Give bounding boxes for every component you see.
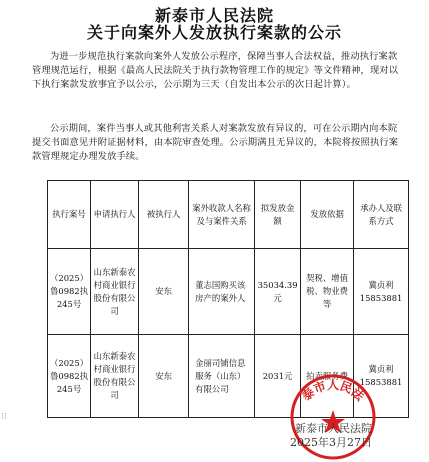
cell-payee: 董志国购买该房产的案外人 xyxy=(189,249,255,335)
table-row xyxy=(48,249,409,335)
cell-contact: 冀贞利15853881 xyxy=(354,249,409,335)
cell-basis: 契税、增值税、物业费等 xyxy=(301,249,354,335)
header-respondent: 被执行人 xyxy=(139,181,189,249)
cell-respondent: 安东 xyxy=(139,335,189,418)
intro-paragraph: 为进一步规范执行案款向案外人发放公示程序，保障当事人合法权益，推动执行案款管理规范运行，根据《最高人民法院关于执行款物管理工作的规定》等文件精神，现对以下执行案款发放事宜予以公示，公示期为三天（自发出本公示的次日起计算）。 xyxy=(32,51,399,90)
seal-text: 泰市人民法 xyxy=(299,378,367,404)
notice-title: 关于向案外人发放执行案款的公示 xyxy=(86,23,342,42)
cell-amount: 35034.39元 xyxy=(255,249,301,335)
signature-date: 2025年3月27日 xyxy=(290,436,372,449)
cell-contact: 冀贞利15853881 xyxy=(354,335,409,418)
header-amount: 拟发放金额 xyxy=(255,181,301,249)
cell-respondent: 安东 xyxy=(139,249,189,335)
objection-paragraph: 公示期间，案件当事人或其他利害关系人对案款发放有异议的，可在公示期内向本院提交书面意见并附证据材料，由本院审查处理。公示期满且无异议的，本院将按照执行案款管理规定办理发放手续。 xyxy=(32,123,399,162)
table-header-row xyxy=(48,181,409,249)
cell-case-no: （2025）鲁0982执245号 xyxy=(48,249,91,335)
header-applicant: 申请执行人 xyxy=(91,181,139,249)
cell-applicant: 山东新泰农村商业银行股份有限公司 xyxy=(91,335,139,418)
corner-mark: ⁝⁝ xyxy=(1,412,7,422)
header-payee: 案外收款人名称及与案件关系 xyxy=(189,181,255,249)
cell-payee: 金丽司铺信息服务（山东）有限公司 xyxy=(189,335,255,418)
signature-court: 新泰市人民法院 xyxy=(295,422,372,435)
svg-text:泰市人民法 xyxy=(299,378,369,404)
header-case-no: 执行案号 xyxy=(48,181,91,249)
cell-amount: 2031元 xyxy=(255,335,301,418)
cell-case-no: （2025）鲁0982执245号 xyxy=(48,335,91,418)
header-basis: 发放依据 xyxy=(301,181,354,249)
header-contact: 承办人及联系方式 xyxy=(354,181,409,249)
cell-applicant: 山东新泰农村商业银行股份有限公司 xyxy=(91,249,139,335)
court-name-title: 新泰市人民法院 xyxy=(154,6,274,25)
cell-basis: 拍卖服务费 xyxy=(301,335,354,418)
